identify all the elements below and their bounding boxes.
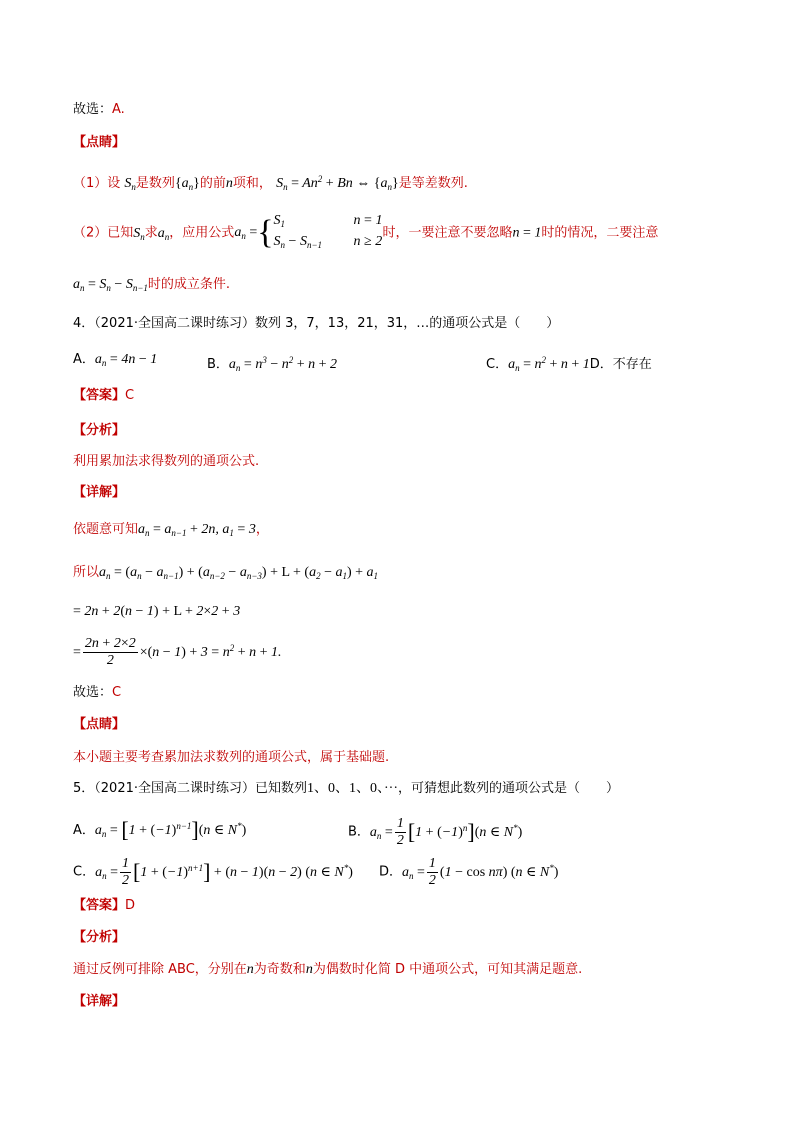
point-2-text-d: 时的情况，二要注意 [541,225,659,241]
answer-label: 【答案】 [73,388,126,403]
option-c-q5: C．$a_n$ = $\frac{1}{2}$ $[1 + (-1)^{n+1}] + (n - 1)(n - 2)$ (n ∈ N*) [73,856,353,888]
question-5-answer [73,896,135,916]
formula-sum: = 2n + 2(n − 1) + L + 2×2 + 3 [73,604,241,619]
option-b-q5: B．$a_n$ = $\frac{1}{2}$ $[1 + (-1)^n](n$ ∈ N*) [348,816,523,848]
formula-n-odd: n [246,962,254,977]
formula-sn-quadratic: $S_n = An^2 + Bn$ ⇔ $\{a_n\}$ [276,174,399,192]
formula-an-diff: $a_n = S_n - S_{n-1}$ [73,277,148,293]
analysis-q5-prefix: 通过反例可排除 ABC，分别在 [73,962,247,977]
detail-line-2 [73,563,378,586]
choose-label-q4: 故选： [73,685,113,700]
detail-heading-q5: 【详解】 [73,994,126,1009]
question-5-sequence: 1、0、1、0、··· [307,781,399,796]
option-a: A．$a_n = 4n - 1$ [73,352,158,368]
dianjing-heading-q3: 【点睛】 [73,135,126,150]
analysis-q5-mid: 为奇数和 [253,962,306,977]
question-4-stem [73,314,559,334]
point-1-text-b: 的前 [199,176,226,191]
detail-line-1-prefix: 依题意可知 [73,522,139,537]
question-5-source: （2021·全国高二课时练习） [94,781,255,796]
analysis-q5-suffix: 为偶数时化简 D 中通项公式，可知其满足题意. [312,962,583,977]
answer-label-q5: 【答案】 [73,898,126,913]
question-4-source: （2021·全国高二课时练习） [94,316,255,331]
detail-heading-q4: 【详解】 [73,485,126,500]
formula-an-2: $a_n$ [157,225,170,242]
choose-answer-q4: C [112,685,122,700]
analysis-heading-q5: 【分析】 [73,930,126,945]
option-b: B．$a_n = n^3 - n^2 + n + 2$ [207,355,338,373]
detail-line-2-prefix: 所以 [73,565,100,580]
point-2-continued [73,275,230,298]
formula-telescoping: $a_n = (a_n - a_{n-1}) + (a_{n-2} - a_{n-3}) + L + (a_2 - a_1) + a_1$ [99,565,379,581]
question-4-answer [73,386,134,406]
formula-recurrence: $a_n = a_{n-1} + 2n$, $a_1 = 3$ [138,522,256,538]
question-5-options-cd [73,856,723,888]
choose-line-q3 [73,100,125,120]
formula-n-eq-1: n = 1 [512,225,542,241]
option-c: C．$a_n = n^2 + n + 1D$．不存在 [486,355,652,373]
detail-line-3 [73,602,240,622]
analysis-text-q4: 利用累加法求得数列的通项公式. [73,454,260,469]
dianjing-text-q4: 本小题主要考查累加法求数列的通项公式，属于基础题. [73,750,390,765]
formula-an-set: $\{a_n\}$ [174,176,200,192]
question-5-number: 5． [73,781,95,796]
question-5-text-prefix: 已知数列 [255,781,308,796]
formula-n-even: n [305,962,313,977]
question-4-number: 4． [73,316,95,331]
point-2-text-c: 时，一要注意不要忽略 [382,225,513,241]
detail-line-4 [73,636,282,669]
formula-sn: $S_n$ [124,176,136,192]
point-1-text-d: 是等差数列. [398,176,468,191]
formula-n: n [225,176,233,191]
detail-line-1: 依题意可知$a_n = a_{n-1} + 2n$, $a_1 = 3$， [73,522,269,538]
question-4-text: 数列 3，7，13，21，31，…的通项公式是（ ） [255,316,560,331]
point-2-text-e: 时的成立条件. [147,277,231,292]
point-1-prefix: （1）设 [73,176,121,191]
formula-sn-2: $S_n$ [133,225,145,242]
analysis-heading-q4: 【分析】 [73,423,126,438]
answer-value-q5: D [125,898,136,913]
point-2-text-a: 求 [144,225,158,241]
formula-result: = $\frac{2n + 2\times 2}{2}$ $\times(n - 1) + 3 = n^2 + n + 1$. [73,636,282,668]
question-5-options-ab [73,816,723,848]
point-2 [73,212,658,254]
answer-value: C [125,388,135,403]
option-d-q5: D．$a_n$ = $\frac{1}{2}$ (1 − cos nπ) (n ∈ N*) [379,856,559,888]
formula-piecewise: $a_n$ ={ $S_1$ n = 1 $S_n - S_{n-1}$ n ≥ 2 [234,213,383,251]
point-2-prefix: （2）已知 [73,225,134,241]
analysis-text-q5 [73,960,582,980]
option-a-q5: A．$a_n = [1 + (-1)^{n-1}](n$ ∈ N*) [73,817,247,842]
option-d: D．不存在 [589,357,652,372]
point-2-text-b: ，应用公式 [169,225,235,241]
question-5-stem [73,779,619,799]
choose-label: 故选： [73,102,113,117]
point-1 [73,169,468,197]
choose-line-q4 [73,683,121,703]
dianjing-heading-q4: 【点睛】 [73,717,126,732]
point-1-text-a: 是数列 [135,176,175,191]
choose-answer: A. [112,102,125,117]
question-5-text-suffix: ，可猜想此数列的通项公式是（ ） [398,781,620,796]
point-1-text-c: 项和， [232,176,272,191]
